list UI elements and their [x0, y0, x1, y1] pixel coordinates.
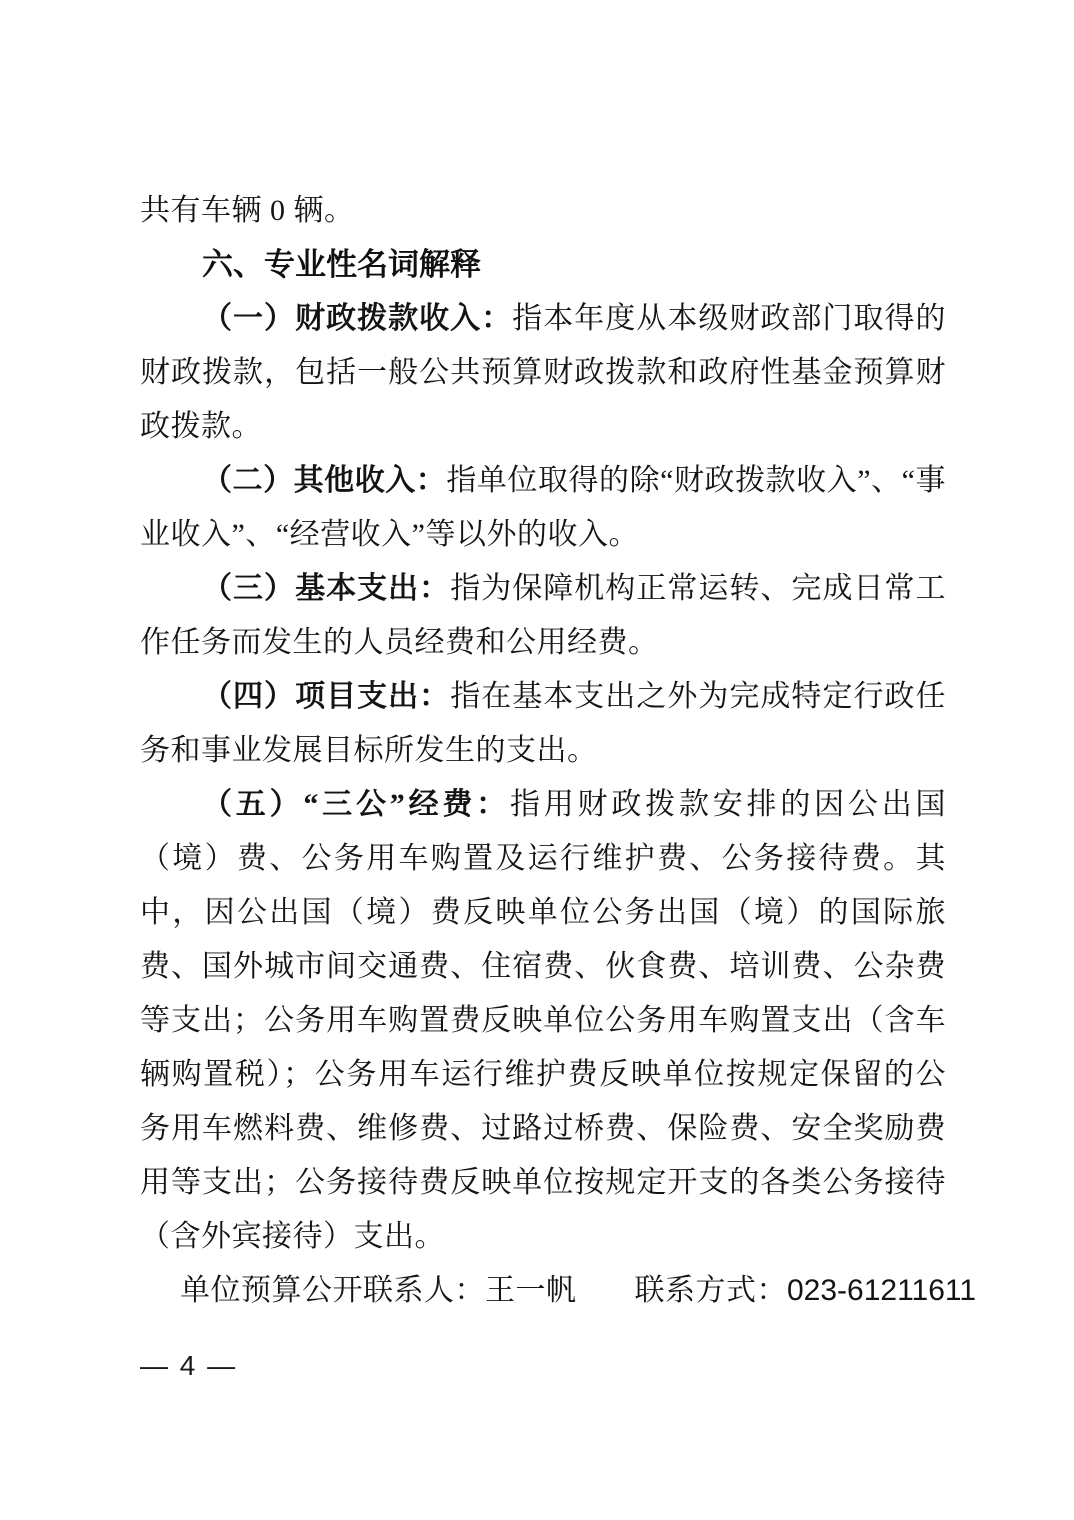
term-paragraph-3 [140, 562, 946, 670]
contact-name: 王一帆 [485, 1274, 577, 1307]
section-heading: 六、专业性名词解释 [202, 247, 481, 282]
term-label: （二）其他收入： [202, 464, 447, 497]
term-label: （五）“三公”经费： [202, 788, 510, 821]
page-number: — 4 — [140, 1350, 238, 1381]
term-paragraph-4 [140, 670, 946, 778]
term-definition: 指为保障机构正常运转、完成日常工作任务而发生的人员经费和公用经费。 [140, 572, 947, 659]
term-paragraph-5 [140, 778, 946, 1264]
phone-number: 023-61211611 [787, 1274, 977, 1307]
term-definition: 指单位取得的除“财政拨款收入”、“事业收入”、“经营收入”等以外的收入。 [140, 464, 947, 551]
phone-label: 联系方式： [634, 1274, 787, 1307]
term-definition: 指本年度从本级财政部门取得的财政拨款，包括一般公共预算财政拨款和政府性基金预算财政拨款。 [140, 302, 947, 443]
term-label: （一）财政拨款收入： [202, 302, 513, 335]
term-label: （四）项目支出： [202, 680, 451, 713]
contact-line [140, 1264, 977, 1318]
document-body [140, 184, 977, 1318]
term-paragraph-2 [140, 454, 946, 562]
term-label: （三）基本支出： [202, 572, 451, 605]
contact-label: 单位预算公开联系人： [180, 1274, 485, 1307]
term-definition: 指在基本支出之外为完成特定行政任务和事业发展目标所发生的支出。 [140, 680, 947, 767]
term-definition: 指用财政拨款安排的因公出国（境）费、公务用车购置及运行维护费、公务接待费。其中，因公出国（境）费反映单位公务出国（境）的国际旅费、国外城市间交通费、住宿费、伙食费、培训费、公杂费等支出；公务用车购置费反映单位公务用车购置支出（含车辆购置税）；公务用车运行维护费反映单位按规定保留的公务用车燃料费、维修费、过路过桥费、保险费、安全奖励费用等支出；公务接待费反映单位按规定开支的各类公务接待（含外宾接待）支出。 [140, 788, 947, 1253]
intro-line: 共有车辆 0 辆。 [140, 194, 355, 227]
term-paragraph-1 [140, 292, 946, 454]
